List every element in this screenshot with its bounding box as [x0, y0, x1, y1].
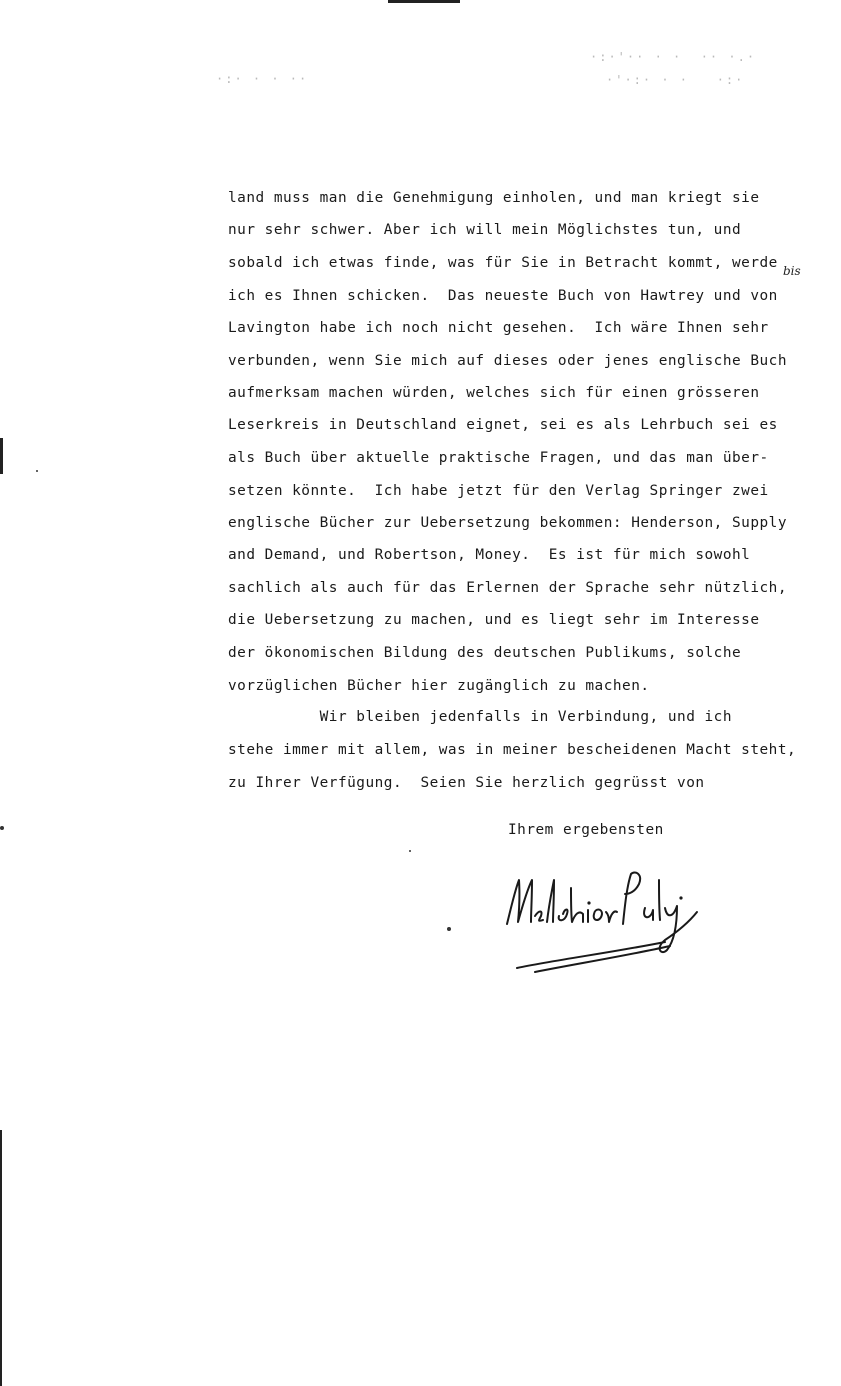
signature-image — [495, 860, 705, 975]
closing-salutation: Ihrem ergebensten — [508, 822, 664, 838]
top-edge-rule — [388, 0, 460, 3]
body-line-13: sachlich als auch für das Erlernen der Sprache sehr nützlich, — [228, 580, 787, 596]
paper-speck — [409, 850, 411, 852]
body-line-17: Wir bleiben jedenfalls in Verbindung, und ich — [228, 709, 733, 725]
body-line-7: aufmerksam machen würden, welches sich für einen grösseren — [228, 385, 760, 401]
body-line-16: vorzüglichen Bücher hier zugänglich zu machen. — [228, 678, 650, 694]
body-line-4: ich es Ihnen schicken. Das neueste Buch von Hawtrey und von — [228, 288, 778, 304]
paper-speck — [0, 826, 4, 830]
body-line-15: der ökonomischen Bildung des deutschen Publikums, solche — [228, 645, 742, 661]
body-line-1: land muss man die Genehmigung einholen, und man kriegt sie — [228, 190, 760, 206]
body-line-11: englische Bücher zur Uebersetzung bekommen: Henderson, Supply — [228, 515, 787, 531]
paper-speck — [36, 470, 38, 472]
body-line-18: stehe immer mit allem, was in meiner bescheidenen Macht steht, — [228, 742, 797, 758]
body-line-8: Leserkreis in Deutschland eignet, sei es als Lehrbuch sei es — [228, 417, 778, 433]
faint-header-right-1: ·:·'·· · · ·· ·.· — [590, 50, 757, 64]
body-line-14: die Uebersetzung zu machen, und es liegt sehr im Interesse — [228, 612, 760, 628]
body-line-5: Lavington habe ich noch nicht gesehen. Ich wäre Ihnen sehr — [228, 320, 769, 336]
paper-speck — [447, 927, 451, 931]
body-line-19: zu Ihrer Verfügung. Seien Sie herzlich gegrüsst von — [228, 775, 705, 791]
body-line-10: setzen könnte. Ich habe jetzt für den Verlag Springer zwei — [228, 483, 769, 499]
left-edge-scan-mark — [0, 438, 3, 474]
body-line-6: verbunden, wenn Sie mich auf dieses oder jenes englische Buch — [228, 353, 787, 369]
faint-header-left: ·:· · · ·· — [216, 72, 309, 86]
body-line-9: als Buch über aktuelle praktische Fragen, und das man über- — [228, 450, 769, 466]
body-line-2: nur sehr schwer. Aber ich will mein Möglichstes tun, und — [228, 222, 742, 238]
body-line-3: sobald ich etwas finde, was für Sie in Betracht kommt, werde — [228, 255, 778, 271]
body-line-12: and Demand, und Robertson, Money. Es ist für mich sowohl — [228, 547, 751, 563]
left-edge-scan-line — [0, 1130, 2, 1386]
faint-header-right-2: ·'·:· · · ·:· — [606, 73, 745, 87]
handwritten-insert: bis — [783, 264, 801, 278]
